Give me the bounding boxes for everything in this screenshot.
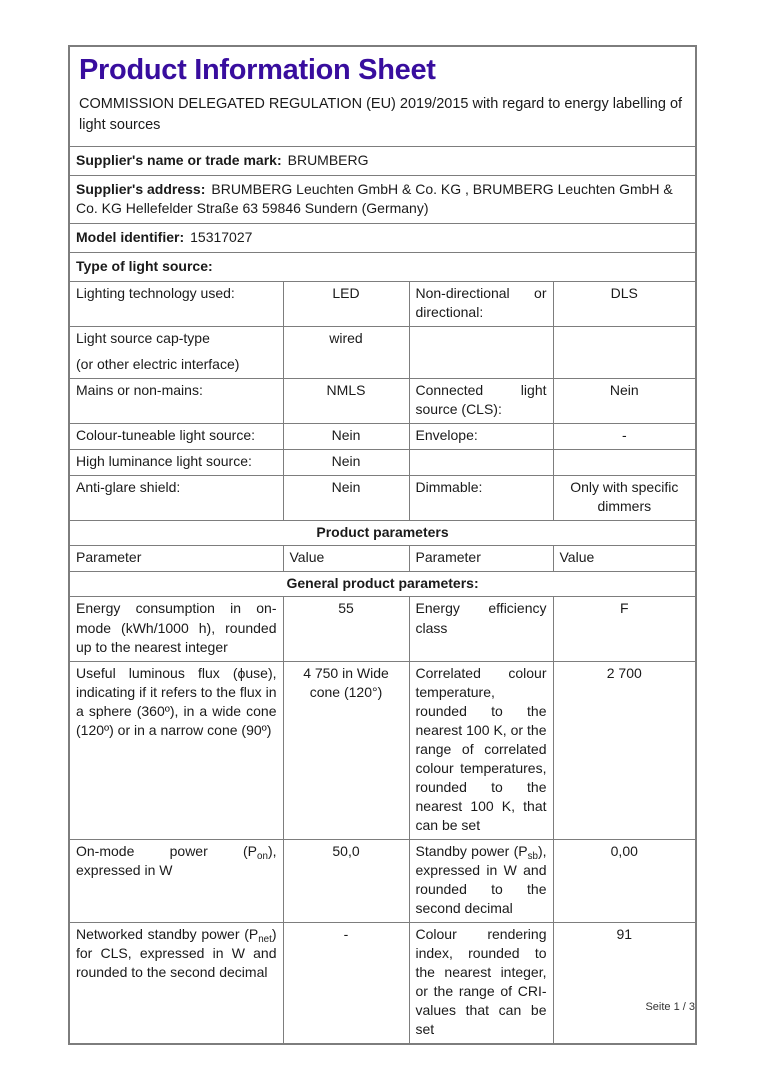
table-row: [69, 597, 696, 661]
model-identifier-label: Model identifier:: [76, 229, 185, 246]
param-line-2: (or other electric interface): [76, 356, 240, 373]
table-row: [69, 327, 696, 379]
table-row: [69, 922, 696, 1044]
param-cell: Networked standby power (Pnet) for CLS, expressed in W and rounded to the second decimal: [69, 922, 283, 1044]
table-row: [69, 450, 696, 476]
value-cell: 0,00: [553, 839, 696, 922]
param-cell: Energy consumption in on-mode (kWh/1000 h), rounded up to the nearest integer: [69, 597, 283, 661]
model-identifier-value: 15317027: [190, 229, 253, 246]
page-title: Product Information Sheet: [79, 54, 436, 86]
type-of-light-source-row: [69, 253, 696, 282]
value-cell: F: [553, 597, 696, 661]
value-cell: LED: [283, 282, 409, 327]
value-cell: 55: [283, 597, 409, 661]
param-cell: Useful luminous flux (ϕuse), indicating if it refers to the flux in a sphere (360º), in a wide cone (120º) or in a narrow cone (90º): [69, 661, 283, 839]
value-cell: Only with specific dimmers: [553, 476, 696, 521]
value-cell: Nein: [553, 379, 696, 424]
supplier-address-label: Supplier's address:: [76, 180, 206, 197]
param-cell: On-mode power (Pon), expressed in W: [69, 839, 283, 922]
product-parameters-row: [69, 521, 696, 546]
table-row: [69, 379, 696, 424]
product-info-table: [68, 45, 697, 1045]
value-cell: -: [553, 424, 696, 450]
param-cell: [409, 450, 553, 476]
supplier-address-value: BRUMBERG Leuchten GmbH & Co. KG , BRUMBERG Leuchten GmbH & Co. KG Hellefelder Straße 63 59846 Sundern (Germany): [76, 180, 673, 216]
model-identifier-cell: [69, 224, 696, 253]
param-cell: Energy efficiency class: [409, 597, 553, 661]
param-cell: [69, 327, 283, 379]
supplier-address-row: [69, 175, 696, 223]
value-cell: Nein: [283, 450, 409, 476]
value-cell: NMLS: [283, 379, 409, 424]
param-cell: Envelope:: [409, 424, 553, 450]
supplier-name-row: [69, 146, 696, 175]
value-cell: 2 700: [553, 661, 696, 839]
table-row: [69, 476, 696, 521]
product-parameters-header: Product parameters: [69, 521, 696, 546]
param-cell: High luminance light source:: [69, 450, 283, 476]
value-cell: 4 750 in Wide cone (120°): [283, 661, 409, 839]
table-row: [69, 282, 696, 327]
value-cell: Nein: [283, 476, 409, 521]
column-header: Value: [283, 546, 409, 572]
table-row: [69, 424, 696, 450]
param-cell: Connected light source (CLS):: [409, 379, 553, 424]
value-cell: [553, 450, 696, 476]
type-of-light-source-header: Type of light source:: [69, 253, 696, 282]
column-header-row: [69, 546, 696, 572]
general-parameters-row: [69, 572, 696, 597]
param-cell: Lighting technology used:: [69, 282, 283, 327]
param-cell: Non-directional or directional:: [409, 282, 553, 327]
param-cell: Dimmable:: [409, 476, 553, 521]
column-header: Value: [553, 546, 696, 572]
value-cell: -: [283, 922, 409, 1044]
column-header: Parameter: [69, 546, 283, 572]
param-cell: Standby power (Psb), expressed in W and rounded to the second decimal: [409, 839, 553, 922]
value-cell: wired: [283, 327, 409, 379]
value-cell: 50,0: [283, 839, 409, 922]
param-cell: Correlated colour temperature, rounded to the nearest 100 K, or the range of correlated colour temperatures, rounded to the nearest 100 K, that can be set: [409, 661, 553, 839]
general-parameters-header: General product parameters:: [69, 572, 696, 597]
param-cell: Colour rendering index, rounded to the nearest integer, or the range of CRI-values that can be set: [409, 922, 553, 1044]
param-cell: Anti-glare shield:: [69, 476, 283, 521]
title-row: [69, 46, 696, 146]
param-line-1: Light source cap-type: [76, 330, 210, 347]
regulation-subtitle: COMMISSION DELEGATED REGULATION (EU) 2019/2015 with regard to energy labelling of light sources: [79, 95, 683, 133]
table-row: [69, 661, 696, 839]
supplier-name-label: Supplier's name or trade mark:: [76, 151, 282, 168]
supplier-address-cell: [69, 175, 696, 223]
value-cell: 91: [553, 922, 696, 1044]
param-cell: Colour-tuneable light source:: [69, 424, 283, 450]
value-cell: [553, 327, 696, 379]
model-identifier-row: [69, 224, 696, 253]
supplier-name-value: BRUMBERG: [287, 151, 369, 168]
supplier-name-cell: [69, 146, 696, 175]
column-header: Parameter: [409, 546, 553, 572]
param-cell: [409, 327, 553, 379]
param-cell: Mains or non-mains:: [69, 379, 283, 424]
value-cell: DLS: [553, 282, 696, 327]
page-number: Seite 1 / 3: [645, 1001, 695, 1013]
table-row: [69, 839, 696, 922]
title-cell: [69, 46, 696, 146]
value-cell: Nein: [283, 424, 409, 450]
